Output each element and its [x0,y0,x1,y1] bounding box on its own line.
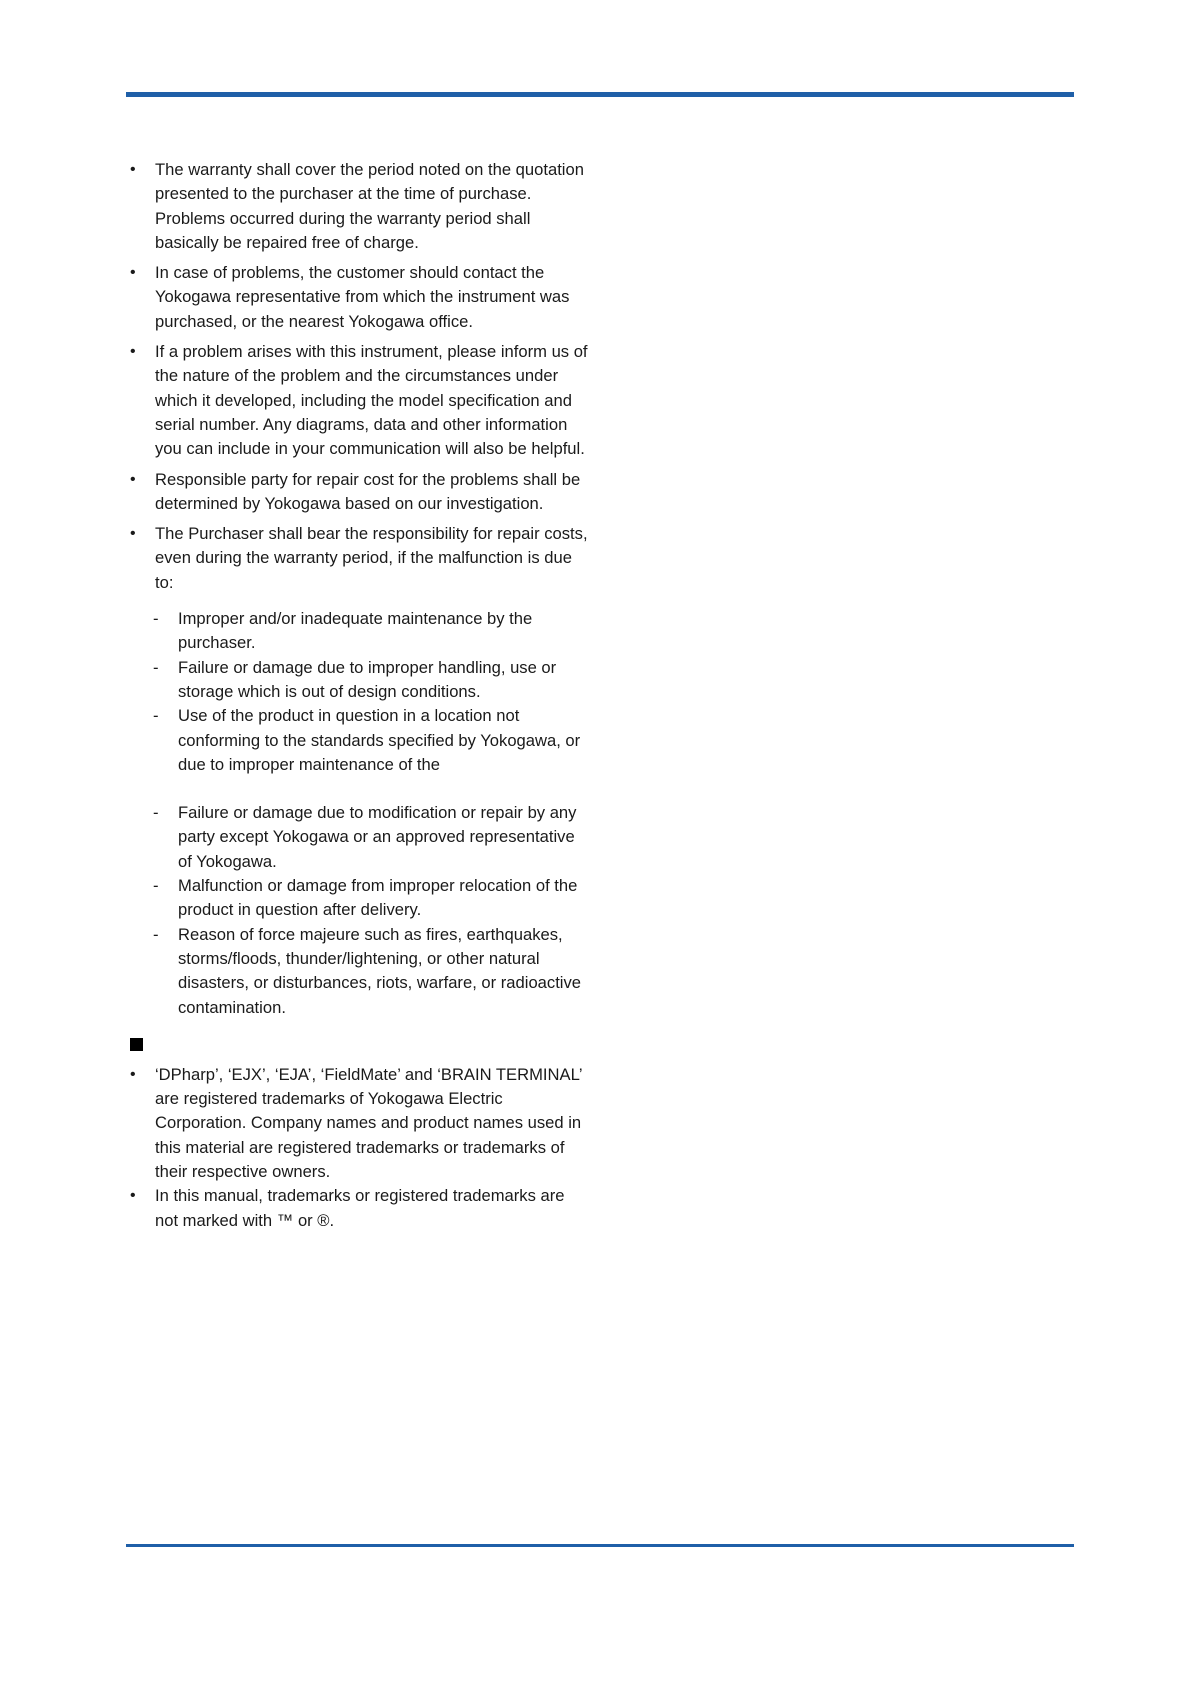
list-item [130,801,590,874]
warranty-section [130,158,590,1233]
contact-text: In case of problems, the customer should contact the Yokogawa representative from which the instrument was purchased, or the nearest Yokogawa office. [155,263,570,331]
header-rule [126,92,1074,97]
dash-icon: - [153,876,159,896]
list-item [130,261,590,334]
list-item [130,656,590,705]
list-item [130,874,590,923]
condition-text: Malfunction or damage from improper relocation of the product in question after delivery. [178,876,578,920]
condition-text: Failure or damage due to improper handling, use or storage which is out of design conditions. [178,657,557,701]
section-square-icon [130,1038,143,1051]
list-item [130,704,590,777]
malfunction-conditions-list [130,607,590,1020]
dash-icon: - [153,924,159,944]
bullet-icon: • [130,161,136,178]
bullet-icon: • [130,525,136,543]
list-item [130,468,590,517]
footer-rule [126,1544,1074,1547]
spacer [130,777,590,801]
bullet-icon: • [130,1187,136,1205]
responsible-party-text: Responsible party for repair cost for the problems shall be determined by Yokogawa based on our investigation. [155,469,581,513]
list-item [130,1063,590,1184]
warranty-period-text: The warranty shall cover the period noted on the quotation presented to the purchaser at the time of purchase. Problems occurred during the warranty period shall basically be repaired free of charge. [155,160,584,252]
bullet-icon: • [130,264,136,282]
trademarks-list [130,1063,590,1233]
bullet-icon: • [130,470,136,488]
dash-icon: - [153,803,159,823]
list-item [130,607,590,656]
list-item [130,923,590,1020]
list-item [130,340,590,461]
bullet-icon: • [130,343,136,361]
problem-report-text: If a problem arises with this instrument, please inform us of the nature of the problem and the circumstances under which it developed, including the model specification and serial number. Any diagrams, data and other information you can include in your communication will also be helpful. [155,342,588,459]
list-item [130,158,590,255]
dash-icon: - [153,609,159,629]
list-item [130,522,590,1020]
condition-text: Use of the product in question in a location not conforming to the standards specified by Yokogawa, or due to improper maintenance of the [178,706,581,774]
condition-text: Failure or damage due to modification or repair by any party except Yokogawa or an approved representative of Yokogawa. [178,803,577,871]
condition-text: Improper and/or inadequate maintenance by the purchaser. [178,609,533,653]
dash-icon: - [153,706,159,726]
trademarks-text: ‘DPharp’, ‘EJX’, ‘EJA’, ‘FieldMate’ and ‘BRAIN TERMINAL’ are registered trademarks of Yokogawa Electric Corporation. Company names and product names used in this material are registered trademarks or trademarks of their respective owners. [155,1064,582,1181]
warranty-list [130,158,590,1020]
list-item [130,1184,590,1233]
bullet-icon: • [130,1065,136,1083]
condition-text: Reason of force majeure such as fires, earthquakes, storms/floods, thunder/lightening, or other natural disasters, or disturbances, riots, warfare, or radioactive contamination. [178,924,582,1017]
trademark-marking-text: In this manual, trademarks or registered trademarks are not marked with ™ or ®. [155,1186,565,1230]
dash-icon: - [153,657,159,677]
purchaser-responsibility-text: The Purchaser shall bear the responsibility for repair costs, even during the warranty period, if the malfunction is due to: [155,524,588,592]
